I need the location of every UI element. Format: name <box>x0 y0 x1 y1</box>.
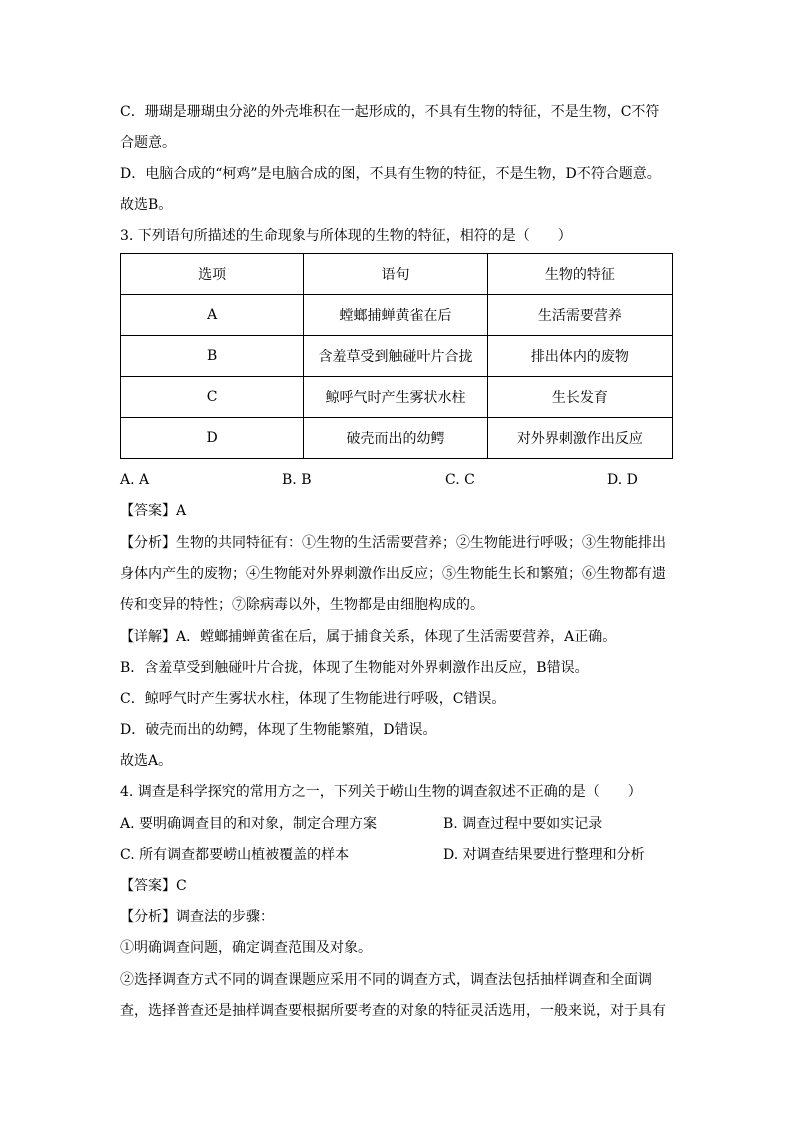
table-cell: 螳螂捕蝉黄雀在后 <box>304 295 487 336</box>
table-header-cell: 选项 <box>121 254 304 295</box>
table-cell: 鲸呼气时产生雾状水柱 <box>304 377 487 418</box>
q4-option-b: B. 调查过程中要如实记录 <box>443 816 603 832</box>
table-row <box>121 377 673 418</box>
table-cell: A <box>121 295 304 336</box>
table-row <box>121 336 673 377</box>
table-cell: 排出体内的废物 <box>487 336 672 377</box>
table-row <box>121 418 673 459</box>
q3-analysis-line-2: 身体内产生的废物；④生物能对外界刺激作出反应；⑤生物能生长和繁殖；⑥生物都有遗 <box>120 566 666 582</box>
q3-analysis-line-3: 传和变异的特性；⑦除病毒以外，生物都是由细胞构成的。 <box>120 597 484 613</box>
q4-analysis-line-2: ①明确调查问题，确定调查范围及对象。 <box>120 940 372 956</box>
table-header-cell: 生物的特征 <box>487 254 672 295</box>
q3-option-b: B. B <box>282 472 312 488</box>
q3-conclusion: 故选A。 <box>120 753 173 769</box>
table-cell: B <box>121 336 304 377</box>
q3-detail-b: B．含羞草受到触碰叶片合拢，体现了生物能对外界刺激作出反应，B错误。 <box>120 660 589 676</box>
q4-option-c: C. 所有调查都要崂山植被覆盖的样本 <box>120 847 350 863</box>
table-header-cell: 语句 <box>304 254 487 295</box>
table-cell: C <box>121 377 304 418</box>
question-3-table <box>120 253 673 459</box>
text-line-option-d-explanation: D．电脑合成的“柯鸡”是电脑合成的图，不具有生物的特征，不是生物，D不符合题意。 <box>120 166 661 182</box>
q3-option-d: D. D <box>607 472 638 488</box>
q4-analysis-line-1: 【分析】调查法的步骤： <box>120 909 274 925</box>
question-3-stem: 3. 下列语句所描述的生命现象与所体现的生物的特征，相符的是（ ） <box>120 228 572 244</box>
table-cell: 含羞草受到触碰叶片合拢 <box>304 336 487 377</box>
q3-detail-d: D．破壳而出的幼鳄，体现了生物能繁殖，D错误。 <box>120 722 437 738</box>
text-line-choose-b: 故选B。 <box>120 197 173 213</box>
q4-option-d: D. 对调查结果要进行整理和分析 <box>443 847 645 863</box>
q4-analysis-line-4: 查，选择普查还是抽样调查要根据所要考查的对象的特征灵活选用，一般来说，对于具有 <box>120 1003 666 1019</box>
table-header-row <box>121 254 673 295</box>
text-line-option-c-explanation: C．珊瑚是珊瑚虫分泌的外壳堆积在一起形成的，不具有生物的特征，不是生物，C不符 <box>120 104 660 120</box>
table-cell: D <box>121 418 304 459</box>
q4-option-a: A. 要明确调查目的和对象，制定合理方案 <box>120 816 378 832</box>
q3-option-a: A. A <box>120 472 150 488</box>
table-cell: 破壳而出的幼鳄 <box>304 418 487 459</box>
q4-analysis-line-3: ②选择调查方式不同的调查课题应采用不同的调查方式，调查法包括抽样调查和全面调 <box>120 972 652 988</box>
table-row <box>121 295 673 336</box>
q3-detail-a: 【详解】A．螳螂捕蝉黄雀在后，属于捕食关系，体现了生活需要营养，A正确。 <box>120 629 617 645</box>
q4-answer: 【答案】C <box>120 878 187 894</box>
q3-option-c: C. C <box>445 472 475 488</box>
q3-analysis-line-1: 【分析】生物的共同特征有：①生物的生活需要营养；②生物能进行呼吸；③生物能排出 <box>120 535 666 551</box>
q3-answer: 【答案】A <box>120 503 187 519</box>
table-cell: 生活需要营养 <box>487 295 672 336</box>
table-cell: 生长发育 <box>487 377 672 418</box>
table-cell: 对外界刺激作出反应 <box>487 418 672 459</box>
question-4-stem: 4. 调查是科学探究的常用方之一，下列关于崂山生物的调查叙述不正确的是（ ） <box>120 784 642 800</box>
text-line-option-c-explanation-cont: 合题意。 <box>120 135 176 151</box>
q3-detail-c: C．鲸呼气时产生雾状水柱，体现了生物能进行呼吸，C错误。 <box>120 691 506 707</box>
